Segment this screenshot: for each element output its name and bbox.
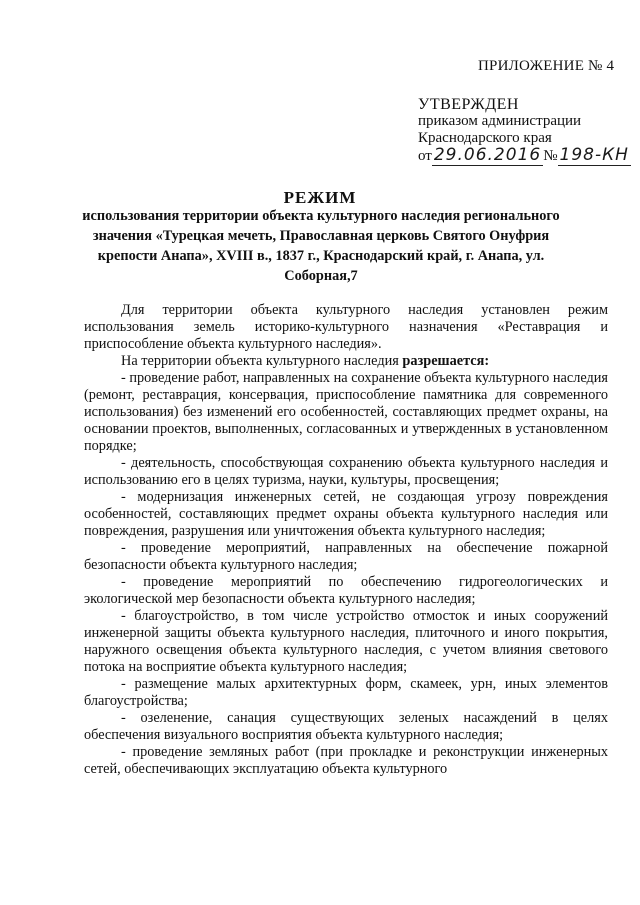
intro-paragraph: Для территории объекта культурного наследия установлен режим использования земель историко-культурного назначения «Реставрация и приспособление объекта культурного наследия». — [84, 302, 608, 352]
approval-date-number-line — [418, 147, 631, 165]
number-prefix: № — [543, 148, 558, 164]
document-subtitle: использования территории объекта культурного наследия регионального значения «Турецкая мечеть, Православная церковь Святого Онуфрия крепости Анапа», XVIII в., 1837 г., Краснодарский край, г. Анапа, ул. Соборная,7 — [82, 208, 560, 284]
list-item: - деятельность, способствующая сохранению объекта культурного наследия и использованию его в целях туризма, науки, культуры, просвещения; — [84, 455, 608, 488]
appendix-label: ПРИЛОЖЕНИЕ № 4 — [478, 58, 615, 74]
document-body — [84, 302, 608, 778]
approval-block — [418, 96, 631, 165]
list-item: - проведение работ, направленных на сохранение объекта культурного наследия (ремонт, реставрация, консервация, приспособление памятника для современного использования) без изменений его особенностей, составляющих предмет охраны, на основании проектов, выполненных, согласованных и утвержденных в установленном порядке; — [84, 370, 608, 454]
approved-line-1: приказом администрации — [418, 113, 582, 129]
list-item: - модернизация инженерных сетей, не создающая угрозу повреждения особенностей, составляющих предмет охраны объекта культурного наследия или повреждения, разрушения или уничтожения объекта культурного наследия; — [84, 489, 608, 539]
list-item: - размещение малых архитектурных форм, скамеек, урн, иных элементов благоустройства; — [84, 676, 608, 709]
date-prefix: от — [418, 148, 432, 164]
approved-title: УТВЕРЖДЕН — [418, 96, 519, 113]
allowed-prefix: На территории объекта культурного наследия — [121, 353, 399, 369]
handwritten-date: 29.06.2016 — [433, 145, 542, 165]
list-item: - озеленение, санация существующих зеленых насаждений в целях обеспечения визуального восприятия объекта культурного наследия; — [84, 710, 608, 743]
allowed-heading — [84, 353, 608, 370]
handwritten-number: 198-КН — [559, 145, 629, 165]
document-title: РЕЖИМ — [283, 188, 357, 207]
list-item: - благоустройство, в том числе устройство отмосток и иных сооружений инженерной защиты объекта культурного наследия, плиточного и иного покрытия, наружного освещения объекта культурного наследия, с учетом влияния светового потока на восприятие объекта культурного наследия; — [84, 608, 608, 675]
list-item: - проведение земляных работ (при прокладке и реконструкции инженерных сетей, обеспечивающих эксплуатацию объекта культурного — [84, 744, 608, 777]
list-item: - проведение мероприятий по обеспечению гидрогеологических и экологической мер безопасности объекта культурного наследия; — [84, 574, 608, 607]
approved-line-2: Краснодарского края — [418, 130, 552, 146]
list-item: - проведение мероприятий, направленных на обеспечение пожарной безопасности объекта культурного наследия; — [84, 540, 608, 573]
allowed-bold: разрешается: — [402, 353, 490, 369]
